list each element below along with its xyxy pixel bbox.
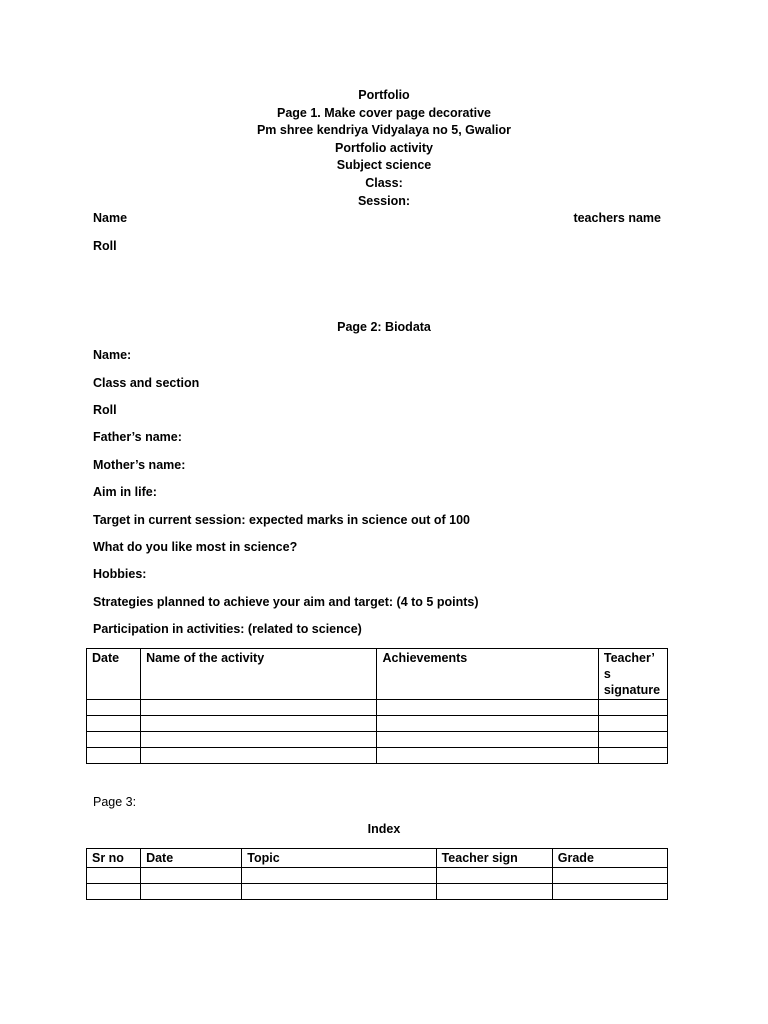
biodata-field-strategies: Strategies planned to achieve your aim and target: (4 to 5 points) <box>93 595 479 609</box>
table-row <box>87 884 668 900</box>
table-cell[interactable] <box>141 700 377 716</box>
table-cell[interactable] <box>87 748 141 764</box>
cover-title: Portfolio <box>358 88 410 102</box>
table-cell[interactable] <box>436 884 552 900</box>
table-cell[interactable] <box>242 884 436 900</box>
subject-line: Subject science <box>336 158 432 173</box>
biodata-field-father: Father’s name: <box>93 430 182 444</box>
index-table <box>86 848 668 900</box>
table-cell[interactable] <box>141 884 242 900</box>
table-cell[interactable] <box>377 700 598 716</box>
table-cell[interactable] <box>87 716 141 732</box>
activity-title: Portfolio activity <box>335 140 433 155</box>
table-cell[interactable] <box>377 748 598 764</box>
table-cell[interactable] <box>598 732 667 748</box>
biodata-field-aim: Aim in life: <box>93 485 157 499</box>
table-cell[interactable] <box>87 884 141 900</box>
biodata-heading: Page 2: Biodata <box>337 320 431 334</box>
cover-instruction: Page 1. Make cover page decorative <box>277 105 491 120</box>
table-cell[interactable] <box>141 868 242 884</box>
biodata-field-class-section: Class and section <box>93 376 200 390</box>
activity-table-header <box>87 649 668 700</box>
page3-label: Page 3: <box>93 795 137 809</box>
table-cell[interactable] <box>242 868 436 884</box>
school-name: Pm shree kendriya Vidyalaya no 5, Gwalior <box>256 123 512 138</box>
cover-roll-label: Roll <box>93 239 117 253</box>
header-teacher-sign: Teacher sign <box>436 849 552 868</box>
header-topic: Topic <box>242 849 436 868</box>
table-cell[interactable] <box>552 884 667 900</box>
session-line: Session: <box>357 193 411 208</box>
biodata-field-like-most: What do you like most in science? <box>93 540 298 554</box>
table-cell[interactable] <box>141 732 377 748</box>
header-index-date: Date <box>141 849 242 868</box>
table-row <box>87 748 668 764</box>
table-cell[interactable] <box>377 732 598 748</box>
biodata-field-target: Target in current session: expected marks in science out of 100 <box>93 513 470 527</box>
table-cell[interactable] <box>141 748 377 764</box>
header-activity-name: Name of the activity <box>141 649 377 700</box>
header-sr-no: Sr no <box>87 849 141 868</box>
class-line: Class: <box>365 175 403 190</box>
table-row <box>87 868 668 884</box>
biodata-field-name: Name: <box>93 348 132 362</box>
header-teacher-signature-line-3: signature <box>603 683 661 697</box>
activity-table <box>86 648 668 764</box>
biodata-field-participation: Participation in activities: (related to science) <box>93 622 362 636</box>
table-cell[interactable] <box>377 716 598 732</box>
table-cell[interactable] <box>87 732 141 748</box>
table-cell[interactable] <box>87 868 141 884</box>
biodata-field-hobbies: Hobbies: <box>93 567 147 581</box>
table-row <box>87 716 668 732</box>
table-cell[interactable] <box>552 868 667 884</box>
header-date: Date <box>87 649 141 700</box>
table-cell[interactable] <box>87 700 141 716</box>
index-table-header <box>87 849 668 868</box>
biodata-field-roll: Roll <box>93 403 117 417</box>
table-cell[interactable] <box>598 748 667 764</box>
biodata-field-mother: Mother’s name: <box>93 458 186 472</box>
header-teacher-signature-line-1: Teacher’ <box>603 651 655 665</box>
header-grade: Grade <box>552 849 667 868</box>
header-teacher-signature-line-2: s <box>603 667 611 681</box>
table-cell[interactable] <box>141 716 377 732</box>
header-achievements: Achievements <box>377 649 598 700</box>
index-heading: Index <box>367 822 401 836</box>
header-teacher-signature <box>598 649 667 700</box>
table-row <box>87 732 668 748</box>
cover-name-label: Name <box>93 211 128 225</box>
table-row <box>87 700 668 716</box>
table-cell[interactable] <box>598 716 667 732</box>
cover-heading-block <box>0 87 768 210</box>
cover-teachers-name-label: teachers name <box>573 211 661 225</box>
table-cell[interactable] <box>598 700 667 716</box>
table-cell[interactable] <box>436 868 552 884</box>
